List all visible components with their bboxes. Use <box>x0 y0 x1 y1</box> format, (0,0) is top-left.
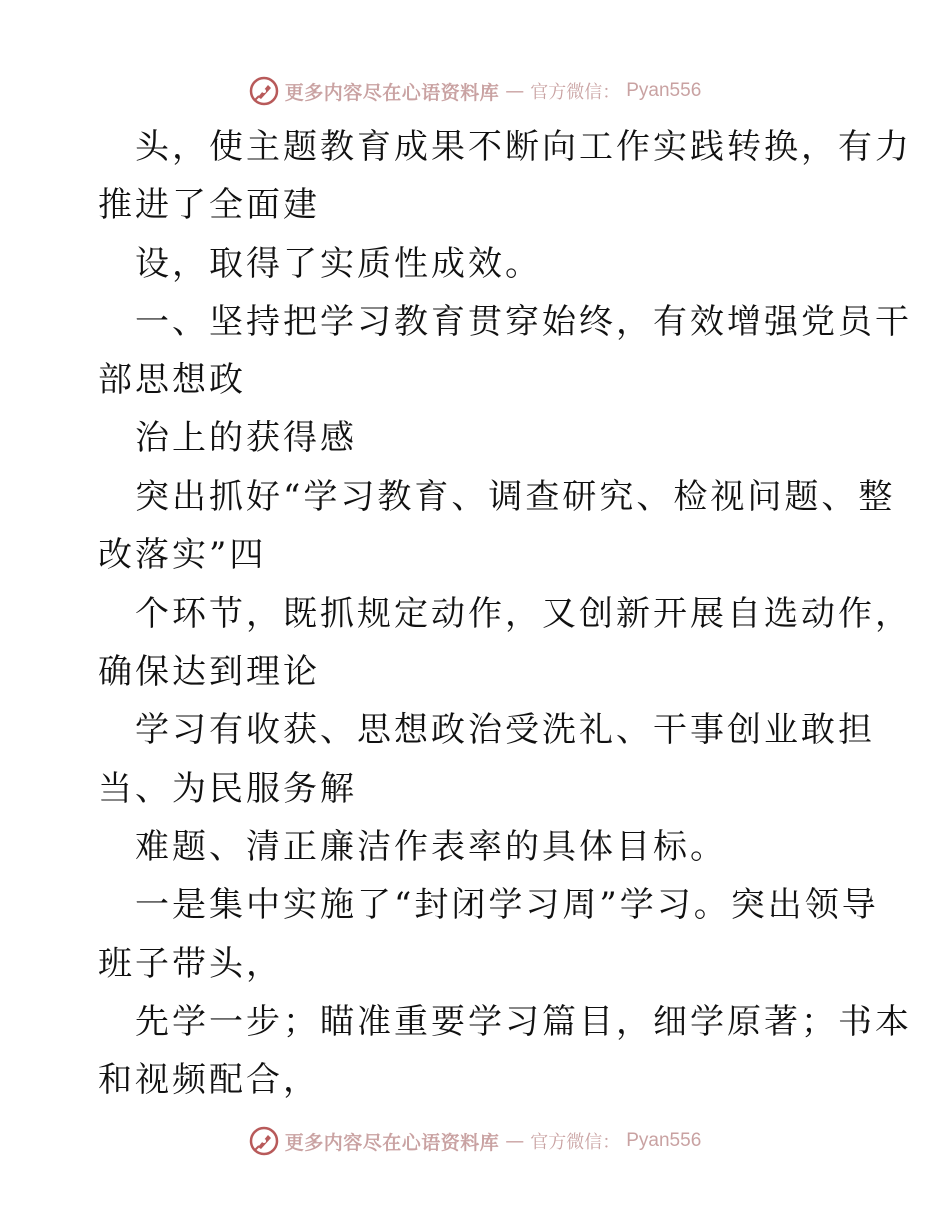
body-line: 确保达到理论 <box>98 652 320 692</box>
body-line: 当、为民服务解 <box>98 769 357 809</box>
body-line: 学习有收获、思想政治受洗礼、干事创业敢担 <box>135 710 875 750</box>
body-line: 先学一步；瞄准重要学习篇目，细学原著；书本 <box>135 1002 912 1042</box>
body-line: 推进了全面建 <box>98 185 320 225</box>
watermark-site-text: 更多内容尽在心语资料库 <box>284 1131 500 1154</box>
section-heading-line: 治上的获得感 <box>135 418 357 458</box>
pen-nib-logo-icon <box>249 1126 279 1156</box>
body-line: 头，使主题教育成果不断向工作实践转换，有力 <box>135 127 912 167</box>
body-line: 设，取得了实质性成效。 <box>135 244 542 284</box>
body-line: 和视频配合， <box>98 1060 320 1100</box>
watermark-dash: — <box>505 80 525 102</box>
body-line: 一是集中实施了“封闭学习周”学习。突出领导 <box>135 885 879 925</box>
watermark-wechat-id: Pyan556 <box>626 1130 702 1151</box>
body-line: 突出抓好“学习教育、调查研究、检视问题、整 <box>135 477 896 517</box>
body-line: 个环节，既抓规定动作，又创新开展自选动作， <box>135 594 912 634</box>
section-heading-line: 一、坚持把学习教育贯穿始终，有效增强党员干 <box>135 302 912 342</box>
watermark-wechat-label: 官方微信： <box>530 1132 621 1153</box>
body-line: 班子带头， <box>98 944 283 984</box>
body-line: 难题、清正廉洁作表率的具体目标。 <box>135 827 727 867</box>
header-watermark <box>0 71 950 111</box>
section-heading-line: 部思想政 <box>98 360 246 400</box>
footer-watermark <box>0 1121 950 1161</box>
watermark-dash: — <box>505 1130 525 1152</box>
body-line: 改落实”四 <box>98 535 267 575</box>
watermark-wechat-label: 官方微信： <box>530 82 621 103</box>
watermark-wechat-id: Pyan556 <box>626 80 702 101</box>
watermark-site-text: 更多内容尽在心语资料库 <box>284 81 500 104</box>
pen-nib-logo-icon <box>249 76 279 106</box>
